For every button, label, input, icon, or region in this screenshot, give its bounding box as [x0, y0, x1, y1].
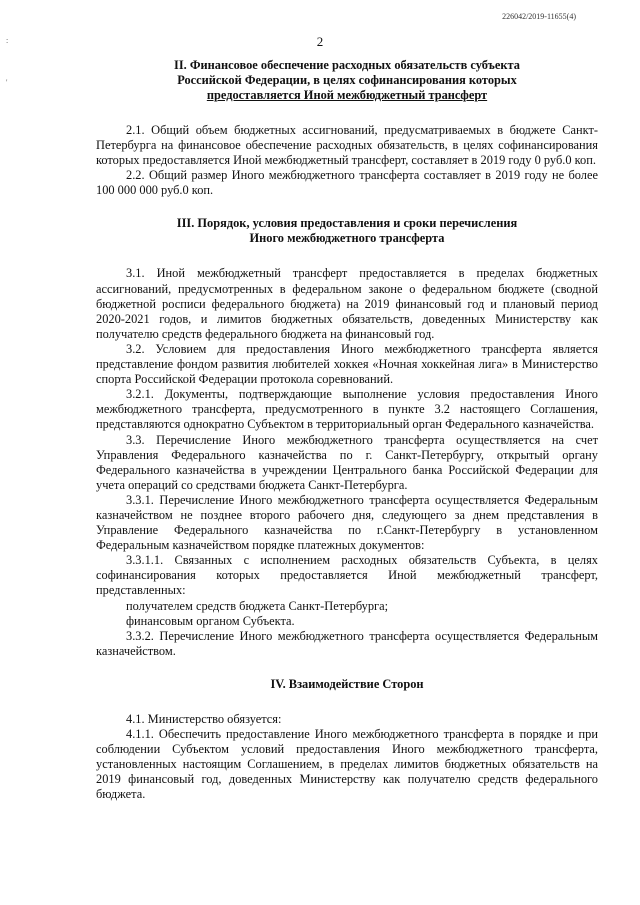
paragraph-3-2-1: 3.2.1. Документы, подтверждающие выполнение условия предоставления Иного межбюджетного трансферта, предусмотренного в пункте 3.2 настоящего Соглашения, представляются однократно Субъектом в территориальный орган Федерального казначейства. [96, 387, 598, 432]
document-body [96, 58, 598, 802]
paragraph-3-2: 3.2. Условием для предоставления Иного межбюджетного трансферта является представление фондом развития любителей хоккея «Ночная хоккейная лига» в Министерство спорта Российской Федерации протокола соревнований. [96, 341, 598, 387]
list-item: финансовым органом Субъекта. [126, 613, 295, 628]
paragraph-4-1: 4.1. Министерство обязуется: [126, 711, 282, 726]
paragraph-3-3: 3.3. Перечисление Иного межбюджетного трансферта осуществляется на счет Управления Федерального казначейства по г. Санкт-Петербургу, открытый органу Федерального казначейства в учреждении Центрального банка Российской Федерации для учета операций со средствами бюджета Санкт-Петербурга. [96, 432, 598, 492]
section-3-heading [96, 216, 598, 246]
heading-line: предоставляется Иной межбюджетный трансферт [206, 88, 488, 102]
paragraph-3-3-1-1: 3.3.1.1. Связанных с исполнением расходных обязательств Субъекта, в целях софинансирования которых предоставляется Иной межбюджетный трансферт, представленных: [96, 553, 598, 598]
heading-line: III. Порядок, условия предоставления и сроки перечисления [176, 216, 518, 231]
heading-line: IV. Взаимодействие Сторон [270, 676, 424, 691]
margin-mark: ' [6, 78, 8, 87]
document-id: 226042/2019-11655(4) [502, 12, 576, 21]
heading-line: II. Финансовое обеспечение расходных обязательств субъекта [174, 58, 520, 72]
heading-line: Иного межбюджетного трансферта [249, 231, 445, 246]
paragraph-3-3-2: 3.3.2. Перечисление Иного межбюджетного трансферта осуществляется Федеральным казначейством. [96, 628, 598, 658]
paragraph-3-1: 3.1. Иной межбюджетный трансферт предоставляется в пределах бюджетных ассигнований, предусмотренных в федеральном законе о федеральном бюджете (сводной бюджетной росписи федерального бюджета) на 2019 финансовый год и плановый период 2020-2021 годов, и лимитов бюджетных обязательств, доведенных Министерству как получателю средств федерального бюджета на финансовый год. [96, 266, 598, 341]
section-4-heading [96, 677, 598, 692]
paragraph-2-2: 2.2. Общий размер Иного межбюджетного трансферта составляет в 2019 году не более 100 000 000 руб.0 коп. [96, 168, 598, 198]
paragraph-4-1-1: 4.1.1. Обеспечить предоставление Иного межбюджетного трансферта в порядке и при соблюдении Субъектом условий предоставления Иного межбюджетного трансферта, установленных настоящим Соглашением, в пределах лимитов бюджетных обязательств на 2019 финансовый год, доведенных Министерству как получателю средств федерального бюджета. [96, 727, 598, 802]
page-number: 2 [316, 34, 324, 49]
paragraph-2-1: 2.1. Общий объем бюджетных ассигнований, предусматриваемых в бюджете Санкт-Петербурга на финансовое обеспечение расходных обязательств, в целях софинансирования которых предоставляется Иной межбюджетный трансферт, составляет в 2019 году 0 руб.0 коп. [96, 123, 598, 168]
section-2-heading [96, 58, 598, 103]
heading-line: Российской Федерации, в целях софинансирования которых [177, 73, 517, 87]
paragraph-3-3-1: 3.3.1. Перечисление Иного межбюджетного трансферта осуществляется Федеральным казначейством не позднее второго рабочего дня, следующего за днем представления в Управление Федерального казначейства по г.Санкт-Петербургу в установленном Федеральным казначейством порядке платежных документов: [96, 492, 598, 553]
list-item: получателем средств бюджета Санкт-Петербурга; [126, 598, 389, 613]
margin-mark: : [6, 36, 9, 45]
